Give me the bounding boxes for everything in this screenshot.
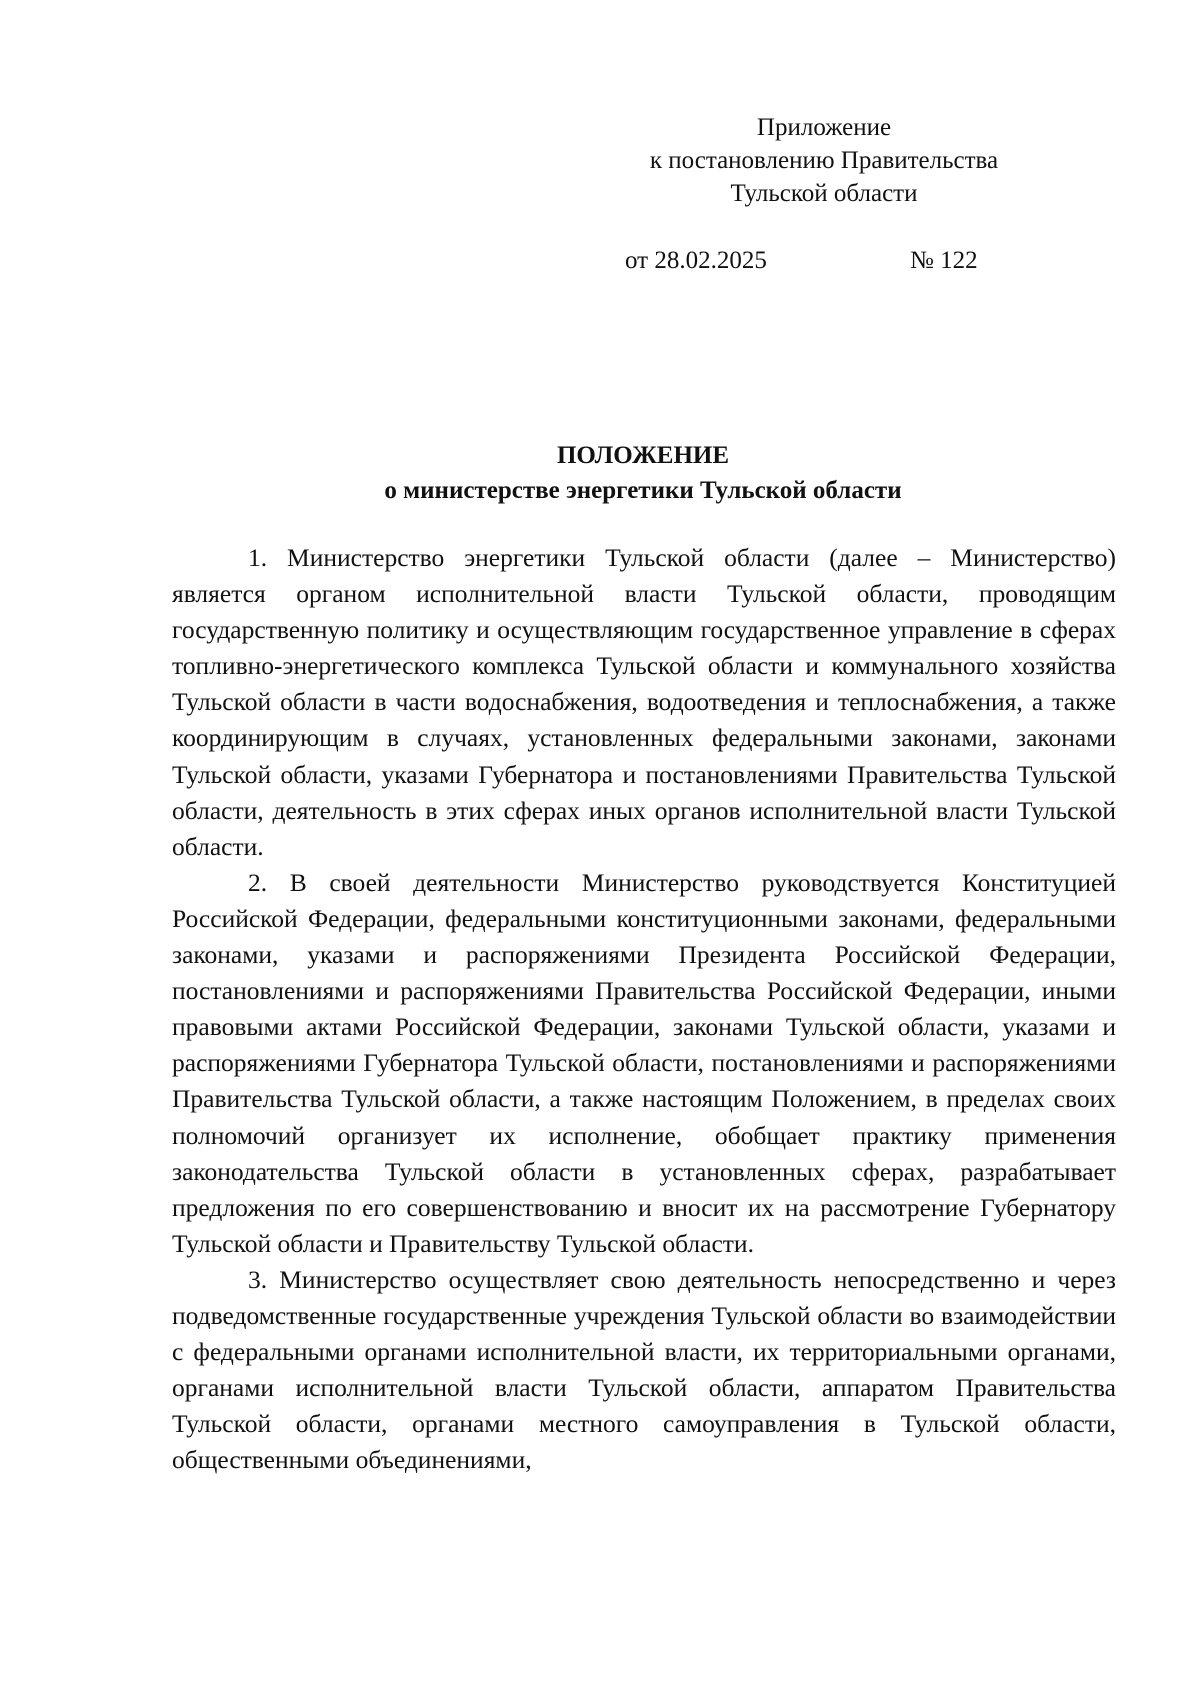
appendix-reference: к постановлению Правительства xyxy=(649,147,999,174)
appendix-region: Тульской области xyxy=(730,180,918,207)
decree-date: от 28.02.2025 xyxy=(625,247,767,274)
appendix-label: Приложение xyxy=(756,114,892,141)
document-title xyxy=(170,438,1116,508)
title-subheading: о министерстве энергетики Тульской области xyxy=(384,477,902,504)
paragraph-3: 3. Министерство осуществляет свою деятельность непосредственно и через подведомственные государственные учреждения Тульской области во взаимодействии с федеральными органами исполнительной власти, их территориальными органами, органами исполнительной власти Тульской области, аппаратом Правительства Тульской области, органами местного самоуправления в Тульской области, общественными объединениями, xyxy=(172,1264,1116,1475)
document-body xyxy=(172,540,1116,1478)
paragraph-2: 2. В своей деятельности Министерство руководствуется Конституцией Российской Федерации, федеральными конституционными законами, федеральными законами, указами и распоряжениями Президента Российской Федерации, постановлениями и распоряжениями Правительства Российской Федерации, иными правовыми актами Российской Федерации, законами Тульской области, указами и распоряжениями Губернатора Тульской области, постановлениями и распоряжениями Правительства Тульской области, а также настоящим Положением, в пределах своих полномочий организует их исполнение, обобщает практику применения законодательства Тульской области в установленных сферах, разрабатывает предложения по его совершенствованию и вносит их на рассмотрение Губернатору Тульской области и Правительству Тульской области. xyxy=(172,867,1116,1258)
appendix-block xyxy=(604,111,1044,210)
title-heading: ПОЛОЖЕНИЕ xyxy=(556,442,730,469)
paragraph-1: 1. Министерство энергетики Тульской области (далее – Министерство) является органом исполнительной власти Тульской области, проводящим государственную политику и осуществляющим государственное управление в сферах топливно-энергетического комплекса Тульской области и коммунального хозяйства Тульской области в части водоснабжения, водоотведения и теплоснабжения, а также координирующим в случаях, установленных федеральными законами, законами Тульской области, указами Губернатора и постановлениями Правительства Тульской области, деятельность в этих сферах иных органов исполнительной власти Тульской области. xyxy=(172,543,1116,861)
decree-number: № 122 xyxy=(910,247,978,274)
